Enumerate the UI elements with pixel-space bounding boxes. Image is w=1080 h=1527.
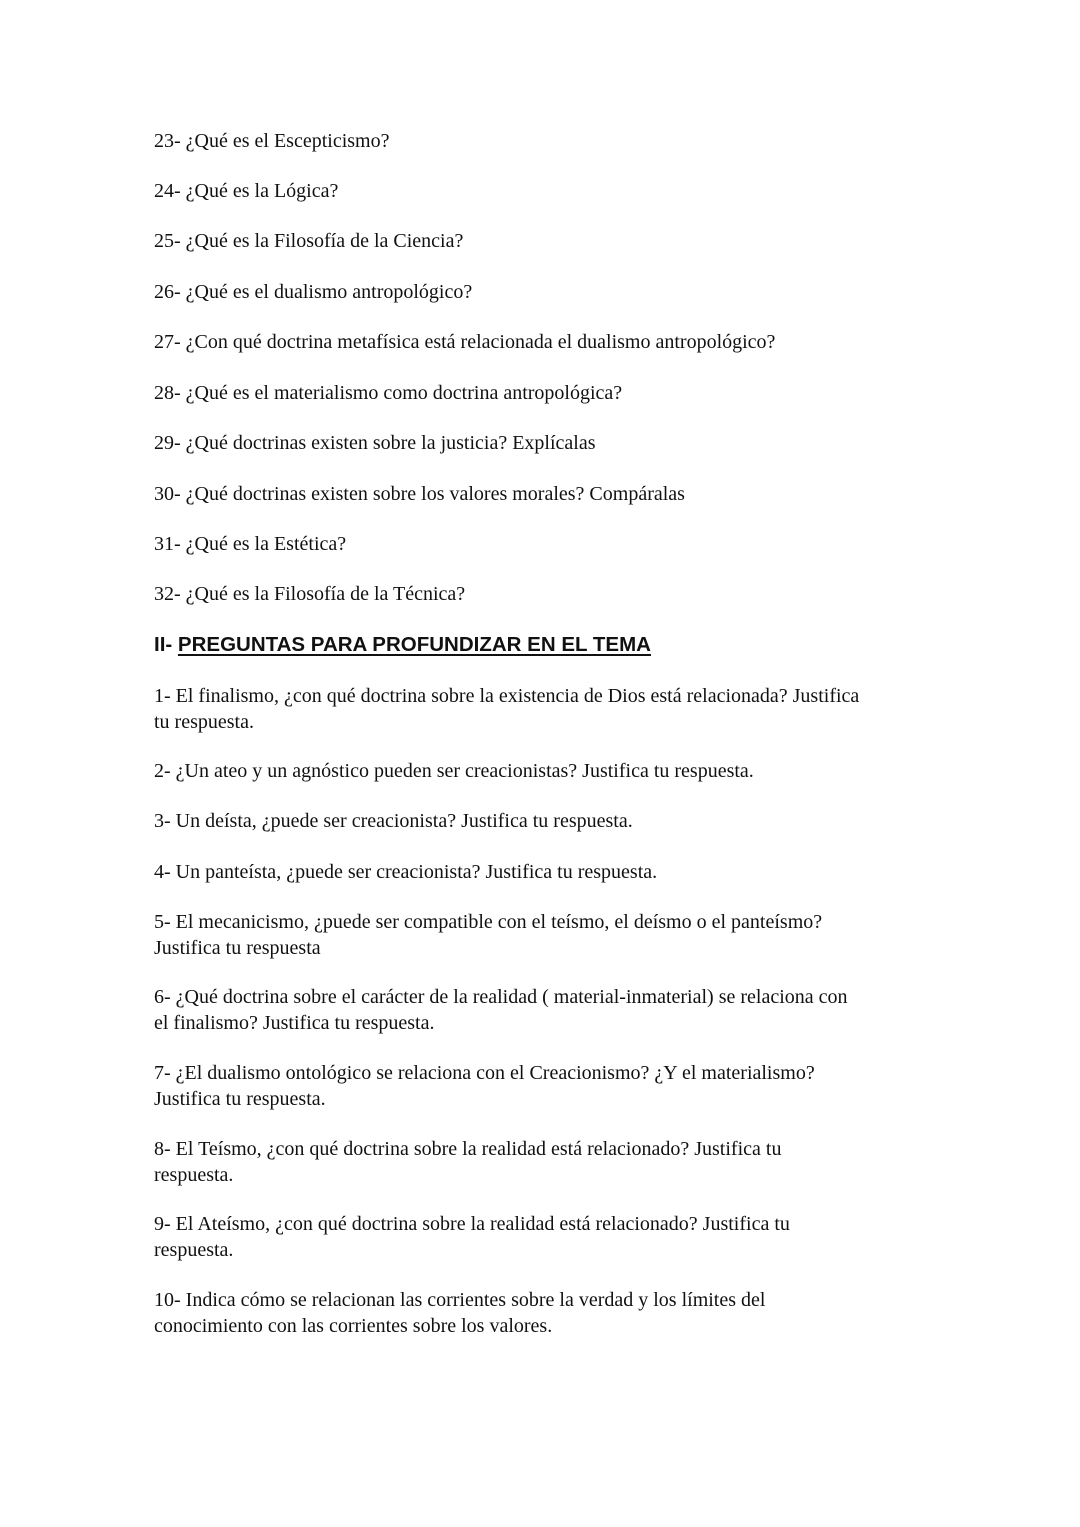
question-line: tu respuesta. (154, 710, 254, 733)
question-line: respuesta. (154, 1163, 234, 1186)
question-item (154, 1288, 765, 1339)
question-item (154, 684, 859, 735)
question-line: 25- ¿Qué es la Filosofía de la Ciencia? (154, 230, 464, 252)
question-line: 7- ¿El dualismo ontológico se relaciona con el Creacionismo? ¿Y el materialismo? (154, 1062, 815, 1084)
question-line: 24- ¿Qué es la Lógica? (154, 180, 339, 202)
question-line: 32- ¿Qué es la Filosofía de la Técnica? (154, 583, 466, 605)
question-item (154, 582, 465, 608)
section-title: PREGUNTAS PARA PROFUNDIZAR EN EL TEMA (177, 633, 651, 656)
question-item (154, 431, 596, 457)
question-line: Justifica tu respuesta. (154, 1087, 326, 1110)
question-item (154, 860, 657, 886)
question-line: 26- ¿Qué es el dualismo antropológico? (154, 281, 473, 303)
question-line: Justifica tu respuesta (154, 936, 321, 959)
question-item (154, 1137, 781, 1188)
question-line: 9- El Ateísmo, ¿con qué doctrina sobre la realidad está relacionado? Justifica tu (154, 1213, 790, 1235)
question-line: 5- El mecanicismo, ¿puede ser compatible con el teísmo, el deísmo o el panteísmo? (154, 911, 823, 933)
question-line: 27- ¿Con qué doctrina metafísica está relacionada el dualismo antropológico? (154, 331, 776, 353)
question-item (154, 985, 848, 1036)
section-number: II- (154, 633, 178, 656)
question-line: 23- ¿Qué es el Escepticismo? (154, 130, 390, 152)
question-item (154, 1061, 815, 1112)
question-line: 3- Un deísta, ¿puede ser creacionista? Justifica tu respuesta. (154, 810, 633, 832)
question-line: 30- ¿Qué doctrinas existen sobre los valores morales? Compáralas (154, 483, 685, 505)
question-item (154, 809, 633, 835)
question-item (154, 759, 754, 785)
question-line: 6- ¿Qué doctrina sobre el carácter de la realidad ( material-inmaterial) se relaciona con (154, 986, 848, 1008)
question-line: el finalismo? Justifica tu respuesta. (154, 1011, 435, 1034)
question-line: 2- ¿Un ateo y un agnóstico pueden ser creacionistas? Justifica tu respuesta. (154, 760, 754, 782)
question-line: conocimiento con las corrientes sobre los valores. (154, 1314, 553, 1337)
question-item (154, 179, 338, 205)
question-line: 4- Un panteísta, ¿puede ser creacionista? Justifica tu respuesta. (154, 861, 658, 883)
question-line: 31- ¿Qué es la Estética? (154, 533, 347, 555)
question-item (154, 229, 463, 255)
question-line: respuesta. (154, 1238, 234, 1261)
question-item (154, 910, 822, 961)
question-item (154, 280, 472, 306)
question-line: 29- ¿Qué doctrinas existen sobre la justicia? Explícalas (154, 432, 596, 454)
question-item (154, 532, 346, 558)
question-item (154, 129, 389, 155)
question-item (154, 381, 622, 407)
question-item (154, 1212, 790, 1263)
question-line: 8- El Teísmo, ¿con qué doctrina sobre la realidad está relacionado? Justifica tu (154, 1138, 782, 1160)
question-line: 10- Indica cómo se relacionan las corrientes sobre la verdad y los límites del (154, 1289, 766, 1311)
question-item (154, 330, 775, 356)
question-line: 28- ¿Qué es el materialismo como doctrina antropológica? (154, 382, 623, 404)
question-item (154, 482, 685, 508)
question-line: 1- El finalismo, ¿con qué doctrina sobre la existencia de Dios está relacionada? Justifica (154, 685, 860, 707)
section-heading (154, 632, 651, 658)
